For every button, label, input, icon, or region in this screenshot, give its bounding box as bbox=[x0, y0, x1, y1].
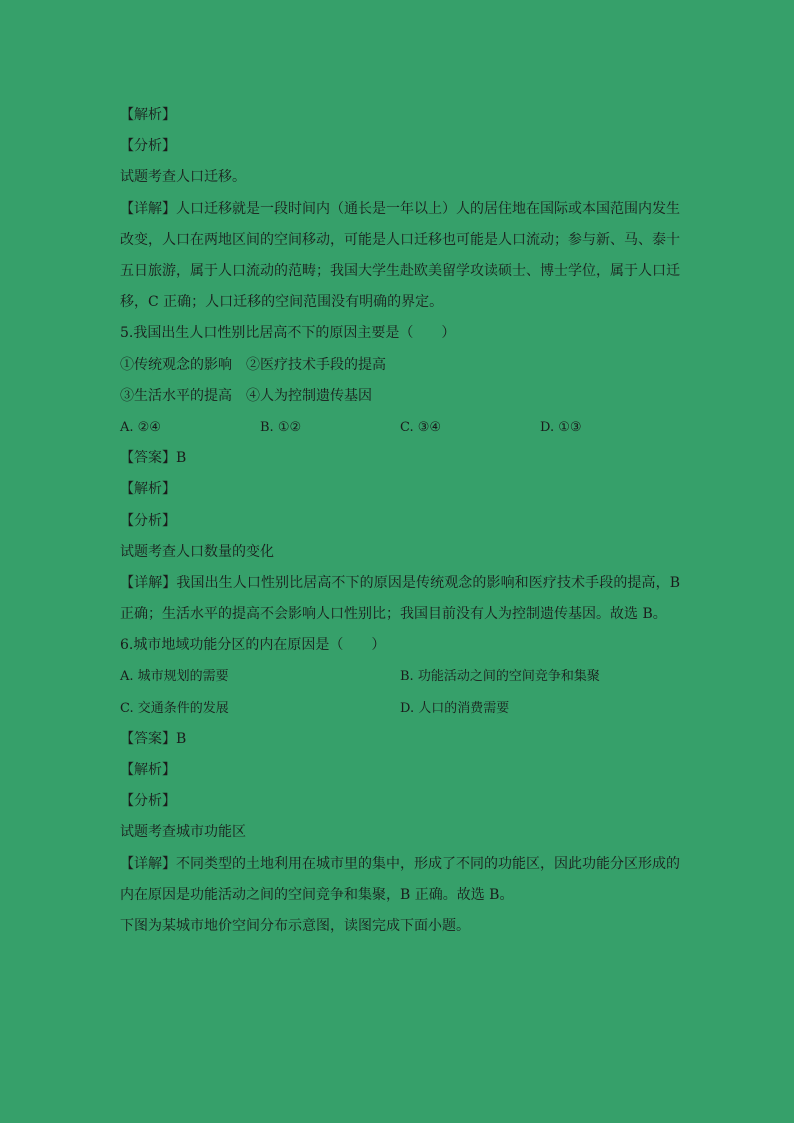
question-6-topic: 试题考查城市功能区 bbox=[120, 824, 246, 841]
figure-intro: 下图为某城市地价空间分布示意图，读图完成下面小题。 bbox=[120, 918, 470, 934]
question-6-options-row-2 bbox=[120, 693, 680, 724]
question-5-topic: 试题考查人口数量的变化 bbox=[120, 543, 274, 560]
detail-tag: 【详解】 bbox=[120, 574, 177, 591]
detail-tag: 【详解】 bbox=[120, 855, 176, 872]
analysis-detail bbox=[120, 194, 680, 319]
option-a: A. ②④ bbox=[120, 419, 161, 435]
question-5-options bbox=[120, 412, 680, 443]
analysis-heading: 【解析】 bbox=[120, 107, 176, 123]
question-5-analysis-subheading: 【分析】 bbox=[120, 512, 176, 529]
option-c: C. ③④ bbox=[400, 419, 442, 435]
question-6-analysis-subheading: 【分析】 bbox=[120, 793, 176, 810]
analysis-topic: 试题考查人口迁移。 bbox=[120, 169, 246, 186]
question-5-detail bbox=[120, 568, 680, 630]
detail-text: 不同类型的土地利用在城市里的集中，形成了不同的功能区，因此功能分区形成的内在原因是功能活动之间的空间竞争和集聚，B 正确。故选 B。 bbox=[120, 855, 680, 903]
question-6-answer: 【答案】B bbox=[120, 730, 187, 747]
question-6-analysis-heading: 【解析】 bbox=[120, 762, 176, 779]
option-d: D. ①③ bbox=[540, 419, 582, 435]
option-c: C. 交通条件的发展 bbox=[120, 700, 229, 716]
question-5-analysis-heading: 【解析】 bbox=[120, 481, 176, 498]
question-5-items-2: ③生活水平的提高 ④人为控制遗传基因 bbox=[120, 387, 372, 404]
detail-text: 人口迁移就是一段时间内（通长是一年以上）人的居住地在国际或本国范围内发生改变，人口在两地区间的空间移动，可能是人口迁移也可能是人口流动；参与新、马、泰十五日旅游，属于人口流动的范畴；我国大学生赴欧美留学攻读硕士、博士学位，属于人口迁移，C 正确；人口迁移的空间范围没有明确的界定。 bbox=[120, 200, 680, 311]
question-6-options-row-1 bbox=[120, 661, 680, 692]
option-d: D. 人口的消费需要 bbox=[400, 700, 510, 716]
option-a: A. 城市规划的需要 bbox=[120, 669, 229, 685]
analysis-subheading: 【分析】 bbox=[120, 138, 176, 155]
question-6-stem: 6.城市地域功能分区的内在原因是（ ） bbox=[120, 637, 386, 654]
option-b: B. 功能活动之间的空间竞争和集聚 bbox=[400, 669, 600, 685]
question-5-answer: 【答案】B bbox=[120, 450, 187, 467]
question-6-detail bbox=[120, 849, 680, 911]
question-5-items-1: ①传统观念的影响 ②医疗技术手段的提高 bbox=[120, 356, 386, 373]
detail-text: 我国出生人口性别比居高不下的原因是传统观念的影响和医疗技术手段的提高，B 正确；生活水平的提高不会影响人口性别比；我国目前没有人为控制遗传基因。故选 B。 bbox=[120, 574, 680, 623]
document-page bbox=[120, 100, 680, 942]
detail-tag: 【详解】 bbox=[120, 200, 176, 217]
question-5-stem: 5.我国出生人口性别比居高不下的原因主要是（ ） bbox=[120, 325, 456, 342]
option-b: B. ①② bbox=[260, 419, 302, 435]
